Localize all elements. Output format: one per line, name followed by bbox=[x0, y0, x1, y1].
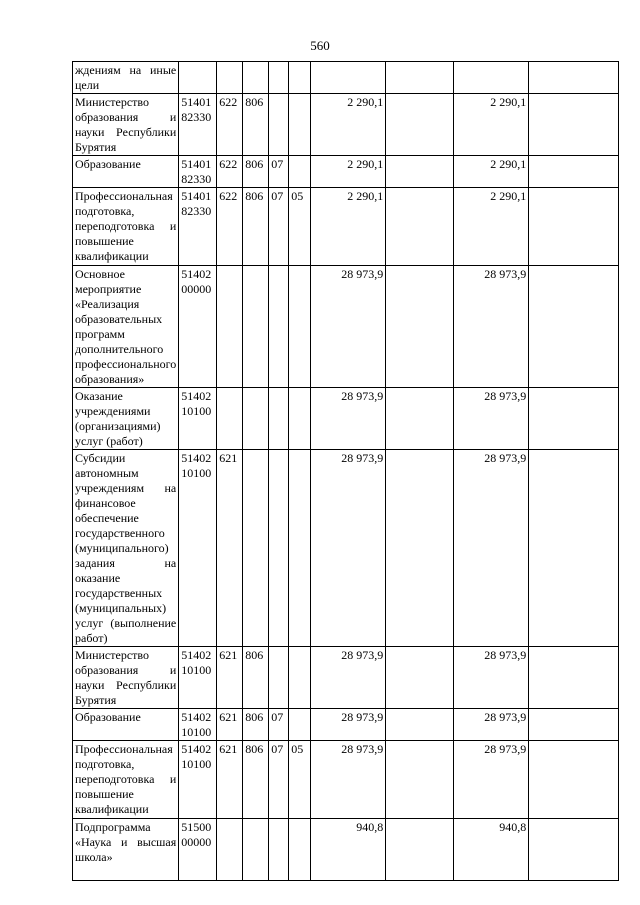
cell-amount-1: 28 973,9 bbox=[311, 709, 386, 741]
cell-name: Подпрограмма «Наука и высшая школа» bbox=[73, 819, 179, 881]
cell-amount-1: 28 973,9 bbox=[311, 388, 386, 450]
cell-subsection bbox=[289, 156, 311, 188]
cell-name: Образование bbox=[73, 709, 179, 741]
cell-name: ждениям на иные цели bbox=[73, 62, 179, 94]
cell-subsection: 05 bbox=[289, 741, 311, 819]
cell-target-article: 51401 82330 bbox=[179, 94, 217, 156]
cell-target-article: 51500 00000 bbox=[179, 819, 217, 881]
cell-ministry-code: 806 bbox=[243, 741, 269, 819]
cell-target-article: 51402 10100 bbox=[179, 388, 217, 450]
cell-amount-4 bbox=[529, 450, 619, 647]
cell-name: Профессиональная подготовка, переподготовка и повышение квалификации bbox=[73, 188, 179, 266]
cell-ministry-code bbox=[243, 62, 269, 94]
cell-amount-2 bbox=[386, 450, 454, 647]
cell-name: Министерство образования и науки Республики Бурятия bbox=[73, 94, 179, 156]
budget-table bbox=[72, 61, 619, 881]
cell-name: Субсидии автономным учреждениям на финансовое обеспечение государственного (муниципального) задания на оказание государственных (муниципальных) услуг (выполнение работ) bbox=[73, 450, 179, 647]
cell-amount-3: 2 290,1 bbox=[454, 156, 529, 188]
cell-amount-4 bbox=[529, 709, 619, 741]
cell-subsection bbox=[289, 647, 311, 709]
cell-amount-3: 2 290,1 bbox=[454, 94, 529, 156]
table-row bbox=[73, 266, 619, 388]
cell-section bbox=[269, 450, 289, 647]
cell-ministry-code bbox=[243, 388, 269, 450]
cell-target-article: 51401 82330 bbox=[179, 188, 217, 266]
cell-amount-3 bbox=[454, 62, 529, 94]
table-row bbox=[73, 188, 619, 266]
cell-amount-4 bbox=[529, 266, 619, 388]
cell-subsection bbox=[289, 709, 311, 741]
cell-amount-2 bbox=[386, 266, 454, 388]
cell-subsection bbox=[289, 450, 311, 647]
cell-section bbox=[269, 266, 289, 388]
cell-amount-3: 28 973,9 bbox=[454, 266, 529, 388]
cell-subsection bbox=[289, 819, 311, 881]
cell-expense-type: 622 bbox=[217, 188, 243, 266]
cell-amount-1 bbox=[311, 62, 386, 94]
cell-amount-4 bbox=[529, 741, 619, 819]
cell-amount-1: 28 973,9 bbox=[311, 647, 386, 709]
cell-section bbox=[269, 388, 289, 450]
cell-ministry-code: 806 bbox=[243, 94, 269, 156]
cell-amount-2 bbox=[386, 94, 454, 156]
table-body bbox=[73, 62, 619, 881]
cell-section bbox=[269, 94, 289, 156]
cell-amount-2 bbox=[386, 741, 454, 819]
table-row bbox=[73, 709, 619, 741]
cell-amount-3: 28 973,9 bbox=[454, 450, 529, 647]
cell-amount-2 bbox=[386, 388, 454, 450]
cell-expense-type: 621 bbox=[217, 741, 243, 819]
cell-amount-3: 28 973,9 bbox=[454, 647, 529, 709]
cell-name: Министерство образования и науки Республики Бурятия bbox=[73, 647, 179, 709]
cell-amount-2 bbox=[386, 819, 454, 881]
cell-ministry-code: 806 bbox=[243, 156, 269, 188]
table-row bbox=[73, 156, 619, 188]
cell-ministry-code bbox=[243, 819, 269, 881]
cell-amount-4 bbox=[529, 156, 619, 188]
table-row bbox=[73, 647, 619, 709]
cell-amount-1: 940,8 bbox=[311, 819, 386, 881]
cell-subsection bbox=[289, 388, 311, 450]
cell-target-article: 51402 00000 bbox=[179, 266, 217, 388]
table-row bbox=[73, 94, 619, 156]
cell-amount-2 bbox=[386, 709, 454, 741]
cell-expense-type: 622 bbox=[217, 94, 243, 156]
cell-amount-1: 28 973,9 bbox=[311, 741, 386, 819]
cell-amount-3: 28 973,9 bbox=[454, 388, 529, 450]
cell-amount-3: 28 973,9 bbox=[454, 709, 529, 741]
cell-name: Оказание учреждениями (организациями) услуг (работ) bbox=[73, 388, 179, 450]
cell-section bbox=[269, 647, 289, 709]
cell-target-article: 51402 10100 bbox=[179, 450, 217, 647]
cell-amount-2 bbox=[386, 156, 454, 188]
cell-expense-type bbox=[217, 819, 243, 881]
cell-amount-1: 28 973,9 bbox=[311, 450, 386, 647]
table-row bbox=[73, 450, 619, 647]
cell-amount-2 bbox=[386, 62, 454, 94]
table-row bbox=[73, 741, 619, 819]
cell-amount-4 bbox=[529, 62, 619, 94]
table-row bbox=[73, 62, 619, 94]
cell-subsection bbox=[289, 266, 311, 388]
cell-ministry-code: 806 bbox=[243, 709, 269, 741]
cell-section: 07 bbox=[269, 741, 289, 819]
cell-amount-4 bbox=[529, 388, 619, 450]
cell-section: 07 bbox=[269, 156, 289, 188]
cell-target-article: 51402 10100 bbox=[179, 647, 217, 709]
cell-expense-type bbox=[217, 62, 243, 94]
cell-expense-type: 621 bbox=[217, 647, 243, 709]
cell-amount-4 bbox=[529, 94, 619, 156]
cell-subsection bbox=[289, 94, 311, 156]
cell-expense-type bbox=[217, 266, 243, 388]
cell-section bbox=[269, 819, 289, 881]
cell-name: Профессиональная подготовка, переподготовка и повышение квалификации bbox=[73, 741, 179, 819]
cell-expense-type: 621 bbox=[217, 709, 243, 741]
cell-amount-3: 940,8 bbox=[454, 819, 529, 881]
cell-section bbox=[269, 62, 289, 94]
cell-amount-3: 28 973,9 bbox=[454, 741, 529, 819]
cell-ministry-code bbox=[243, 450, 269, 647]
cell-section: 07 bbox=[269, 188, 289, 266]
cell-subsection: 05 bbox=[289, 188, 311, 266]
table-row bbox=[73, 819, 619, 881]
page-number: 560 bbox=[310, 38, 330, 53]
cell-expense-type: 622 bbox=[217, 156, 243, 188]
cell-expense-type: 621 bbox=[217, 450, 243, 647]
cell-amount-3: 2 290,1 bbox=[454, 188, 529, 266]
cell-amount-4 bbox=[529, 819, 619, 881]
cell-target-article: 51401 82330 bbox=[179, 156, 217, 188]
cell-target-article bbox=[179, 62, 217, 94]
cell-amount-1: 2 290,1 bbox=[311, 156, 386, 188]
cell-amount-1: 2 290,1 bbox=[311, 94, 386, 156]
cell-target-article: 51402 10100 bbox=[179, 709, 217, 741]
cell-amount-4 bbox=[529, 647, 619, 709]
table-row bbox=[73, 388, 619, 450]
cell-amount-1: 2 290,1 bbox=[311, 188, 386, 266]
cell-name: Образование bbox=[73, 156, 179, 188]
cell-amount-2 bbox=[386, 647, 454, 709]
cell-expense-type bbox=[217, 388, 243, 450]
cell-subsection bbox=[289, 62, 311, 94]
cell-amount-1: 28 973,9 bbox=[311, 266, 386, 388]
cell-section: 07 bbox=[269, 709, 289, 741]
cell-name: Основное мероприятие «Реализация образовательных программ дополнительного профессионального образования» bbox=[73, 266, 179, 388]
cell-amount-2 bbox=[386, 188, 454, 266]
cell-amount-4 bbox=[529, 188, 619, 266]
cell-ministry-code bbox=[243, 266, 269, 388]
cell-ministry-code: 806 bbox=[243, 647, 269, 709]
cell-target-article: 51402 10100 bbox=[179, 741, 217, 819]
cell-ministry-code: 806 bbox=[243, 188, 269, 266]
